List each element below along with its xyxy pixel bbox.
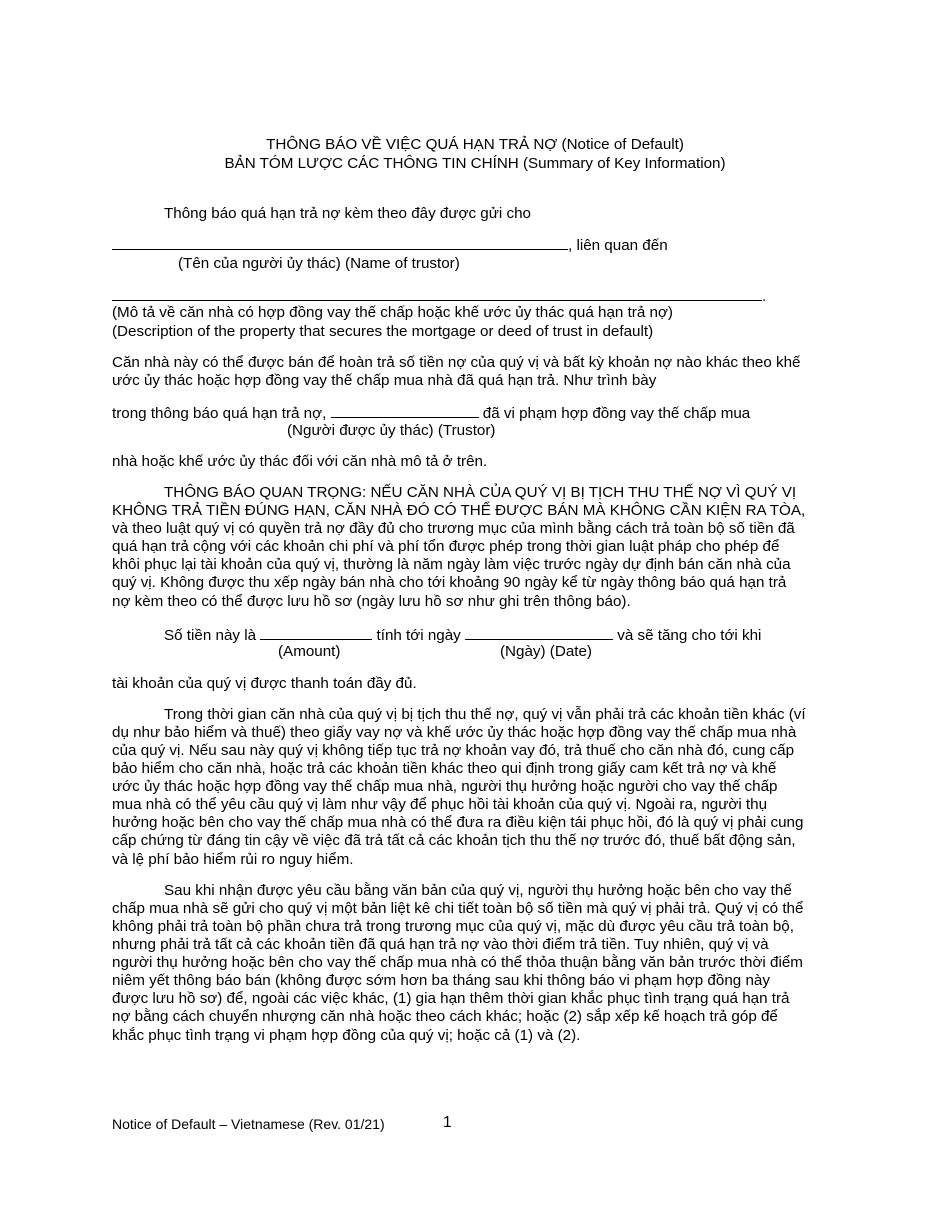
amount-blank[interactable] bbox=[260, 625, 372, 640]
obligations-line-3: của quý vị. Nếu sau này quý vị không tiếp tục trả nợ khoản vay đó, trả thuế cho căn nhà đó, cung cấp bbox=[112, 742, 795, 759]
sent-to-text: Thông báo quá hạn trả nợ kèm theo đây được gửi cho bbox=[164, 205, 532, 222]
regarding-text: , liên quan đến bbox=[568, 237, 668, 254]
obligations-line-9: và lệ phí bảo hiểm rủi ro nguy hiểm. bbox=[112, 851, 354, 868]
title-line-1: THÔNG BÁO VỀ VIỆC QUÁ HẠN TRẢ NỢ (Notice of Default) bbox=[266, 136, 684, 153]
amount-middle: tính tới ngày bbox=[376, 627, 461, 644]
request-line-2: chấp mua nhà sẽ gửi cho quý vị một bản liệt kê chi tiết toàn bộ số tiền mà quý vị phải trả. Quý vị có thể bbox=[112, 900, 804, 917]
violation-suffix: đã vi phạm hợp đồng vay thế chấp mua bbox=[482, 405, 751, 422]
request-line-5: người thụ hưởng hoặc bên cho vay thế chấp mua nhà có thể thỏa thuận bằng văn bản trước thời điểm bbox=[112, 954, 803, 971]
property-caption-en: (Description of the property that secures the mortgage or deed of trust in default) bbox=[112, 323, 654, 340]
amount-line bbox=[164, 625, 761, 644]
obligations-line-1: Trong thời gian căn nhà của quý vị bị tịch thu thế nợ, quý vị vẫn phải trả các khoản tiền khác (ví bbox=[164, 706, 806, 723]
page-number: 1 bbox=[443, 1114, 452, 1131]
p1-line-1: Căn nhà này có thể được bán để hoàn trả số tiền nợ của quý vị và bất kỳ khoản nợ nào khác theo khế bbox=[112, 354, 801, 371]
request-line-6: niêm yết thông báo bán (không được sớm hơn ba tháng sau khi thông báo vi phạm hợp đồng này bbox=[112, 972, 770, 989]
trustor-blank[interactable] bbox=[331, 403, 479, 418]
property-caption-vi: (Mô tả về căn nhà có hợp đồng vay thế chấp hoặc khế ước ủy thác quá hạn trả nợ) bbox=[112, 304, 673, 321]
violation-prefix: trong thông báo quá hạn trả nợ, bbox=[112, 405, 327, 422]
amount-caption: (Amount) bbox=[278, 643, 341, 660]
obligations-line-2: dụ như bảo hiểm và thuế) theo giấy vay nợ và khế ước ủy thác hoặc hợp đồng vay thế chấp mua nhà bbox=[112, 724, 797, 741]
title-line-2: BẢN TÓM LƯỢC CÁC THÔNG TIN CHÍNH (Summary of Key Information) bbox=[224, 155, 726, 172]
date-caption: (Ngày) (Date) bbox=[500, 643, 592, 660]
date-blank[interactable] bbox=[465, 625, 613, 640]
important-line-7: nợ kèm theo có thể được lưu hồ sơ (ngày lưu hồ sơ như ghi trên thông báo). bbox=[112, 593, 631, 610]
important-line-3: và theo luật quý vị có quyền trả nợ đầy đủ cho trương mục của mình bằng cách trả toàn bộ số tiền đã bbox=[112, 520, 795, 537]
amount-line-2: tài khoản của quý vị được thanh toán đầy đủ. bbox=[112, 675, 417, 692]
trustor-name-caption: (Tên của người ủy thác) (Name of trustor) bbox=[178, 255, 460, 272]
important-line-5: khôi phục lại tài khoản của quý vị, thường là năm ngày làm việc trước ngày dự định bán căn nhà của bbox=[112, 556, 791, 573]
request-line-9: khắc phục tình trạng vi phạm hợp đồng của quý vị; hoặc cả (1) và (2). bbox=[112, 1027, 581, 1044]
request-line-8: nợ bằng cách chuyển nhượng căn nhà hoặc theo cách khác; hoặc (2) sắp xếp kế hoạch trả góp để bbox=[112, 1008, 778, 1025]
obligations-line-4: bảo hiểm cho căn nhà, hoặc trả các khoản tiền khác theo qui định trong giấy cam kết trả nợ và khế bbox=[112, 760, 777, 777]
obligations-line-8: cấp chứng từ đáng tin cậy về việc đã trả tất cả các khoản tịch thu thế nợ trước đó, thuế bất động sản, bbox=[112, 832, 796, 849]
important-line-2: KHÔNG TRẢ TIỀN ĐÚNG HẠN, CĂN NHÀ ĐÓ CÓ THỂ ĐƯỢC BÁN MÀ KHÔNG CẦN KIỆN RA TÒA, bbox=[112, 502, 806, 519]
property-line-end: . bbox=[762, 288, 767, 305]
important-line-6: quý vị. Không được thu xếp ngày bán nhà cho tới khoảng 90 ngày kể từ ngày thông báo quá hạn trả bbox=[112, 574, 787, 591]
footer-form-id: Notice of Default – Vietnamese (Rev. 01/21) bbox=[112, 1116, 385, 1132]
obligations-line-5: ước ủy thác hoặc hợp đồng vay thế chấp mua nhà, người thụ hưởng hoặc người cho vay thế chấp bbox=[112, 778, 778, 795]
property-description-blank[interactable] bbox=[112, 286, 762, 301]
p2-line-3: nhà hoặc khế ước ủy thác đối với căn nhà mô tả ở trên. bbox=[112, 453, 488, 470]
trustor-violation-line bbox=[112, 403, 750, 422]
request-line-7: được lưu hồ sơ) để, ngoài các việc khác, (1) gia hạn thêm thời gian khắc phục tình trạng quá hạn trả bbox=[112, 990, 790, 1007]
request-line-1: Sau khi nhận được yêu cầu bằng văn bản của quý vị, người thụ hưởng hoặc bên cho vay thế bbox=[164, 882, 792, 899]
p1-line-2: ước ủy thác hoặc hợp đồng vay thế chấp mua nhà đã quá hạn trả. Như trình bày bbox=[112, 372, 657, 389]
trustor-caption: (Người được ủy thác) (Trustor) bbox=[287, 422, 496, 439]
obligations-line-6: mua nhà có thể yêu cầu quý vị làm như vậy để phục hồi tài khoản của quý vị. Ngoài ra, người thụ bbox=[112, 796, 768, 813]
amount-prefix: Số tiền này là bbox=[164, 627, 257, 644]
trustor-name-line bbox=[112, 235, 668, 254]
obligations-line-7: hưởng hoặc bên cho vay thế chấp mua nhà có thể đưa ra điều kiện tái phục hồi, đó là quý vị phải cung bbox=[112, 814, 804, 831]
important-line-1: THÔNG BÁO QUAN TRỌNG: NẾU CĂN NHÀ CỦA QUÝ VỊ BỊ TỊCH THU THẾ NỢ VÌ QUÝ VỊ bbox=[164, 484, 797, 501]
property-description-line bbox=[112, 286, 766, 305]
amount-suffix: và sẽ tăng cho tới khi bbox=[617, 627, 762, 644]
trustor-name-blank[interactable] bbox=[112, 235, 568, 250]
request-line-3: không phải trả toàn bộ phần chưa trả trong trương mục của quý vị, mặc dù được yêu cầu trả toàn bộ, bbox=[112, 918, 794, 935]
important-line-4: quá hạn trả cộng với các khoản chi phí và phí tổn được phép trong thời gian luật pháp cho phép để bbox=[112, 538, 780, 555]
request-line-4: nhưng phải trả tất cả các khoản tiền đã quá hạn trả nợ vào thời điểm trả tiền. Tuy nhiên, quý vị và bbox=[112, 936, 769, 953]
